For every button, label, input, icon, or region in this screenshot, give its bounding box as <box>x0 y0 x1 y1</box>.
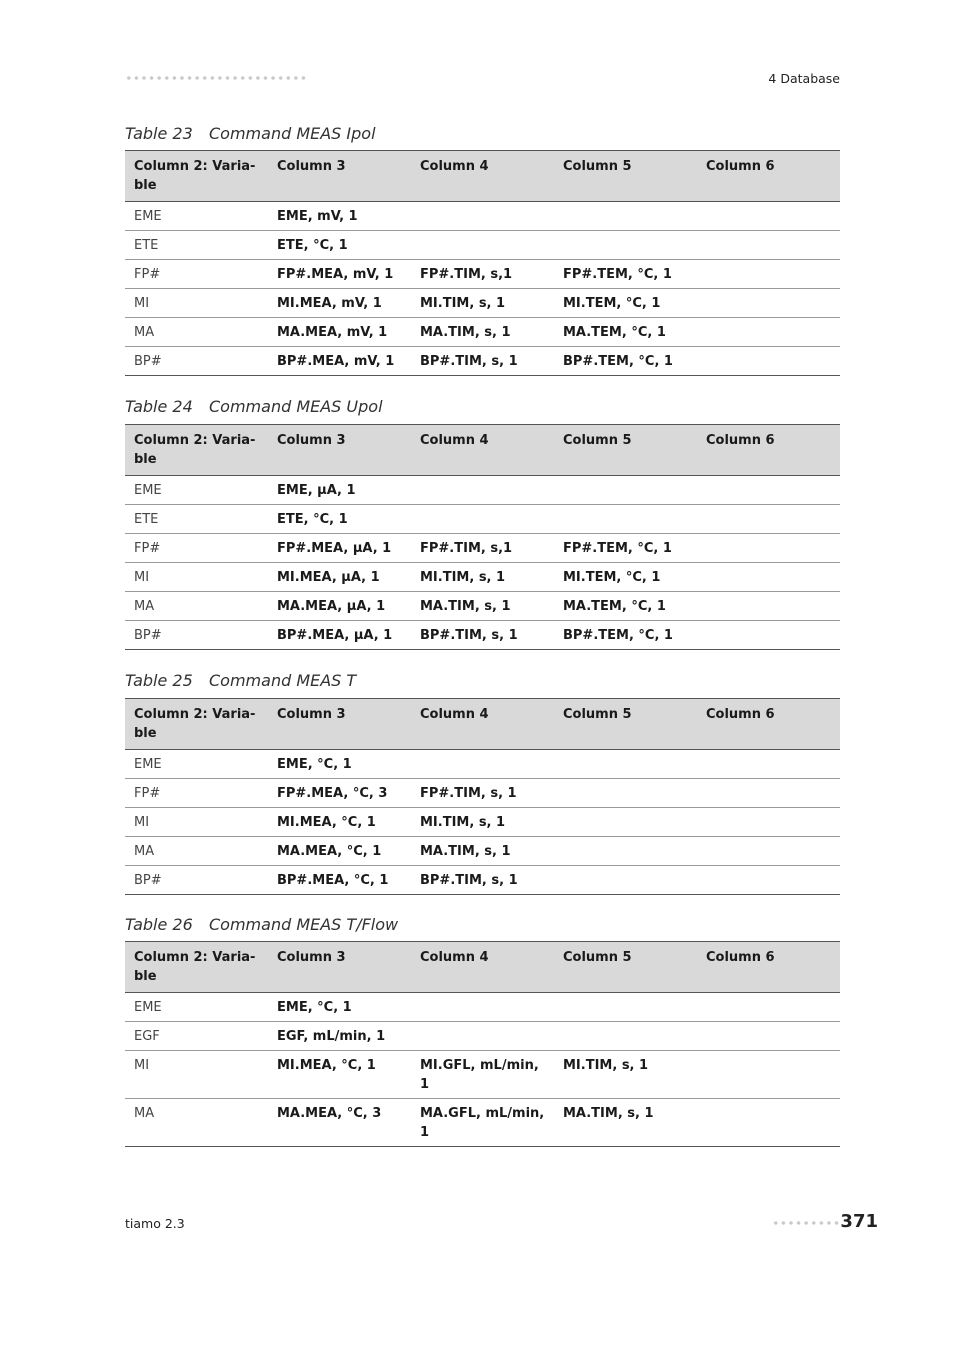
variable-cell: ETE <box>125 505 268 534</box>
value-cell: MI.TIM, s, 1 <box>411 808 554 837</box>
table-row <box>125 534 840 563</box>
value-cell <box>697 621 840 650</box>
value-cell <box>554 505 697 534</box>
value-cell <box>697 563 840 592</box>
value-cell: MA.TIM, s, 1 <box>411 837 554 866</box>
variable-cell: EME <box>125 202 268 231</box>
value-cell: BP#.MEA, µA, 1 <box>268 621 411 650</box>
value-cell <box>697 505 840 534</box>
column-header: Column 5 <box>563 707 632 722</box>
value-cell <box>697 260 840 289</box>
value-cell <box>411 750 554 779</box>
value-cell: BP#.TEM, °C, 1 <box>554 347 697 376</box>
column-header: Column 6 <box>706 707 775 722</box>
value-cell <box>697 592 840 621</box>
column-header: Column 5 <box>563 159 632 174</box>
value-cell: EGF, mL/min, 1 <box>268 1022 411 1051</box>
value-cell <box>697 993 840 1022</box>
value-cell <box>554 202 697 231</box>
value-cell <box>697 318 840 347</box>
variable-cell: EME <box>125 750 268 779</box>
value-cell <box>697 808 840 837</box>
value-cell: BP#.TIM, s, 1 <box>411 621 554 650</box>
value-cell: MA.MEA, °C, 3 <box>268 1099 411 1147</box>
value-cell: MI.TEM, °C, 1 <box>554 563 697 592</box>
table-row <box>125 289 840 318</box>
variable-cell: MI <box>125 289 268 318</box>
data-table <box>125 150 840 376</box>
value-cell: FP#.TEM, °C, 1 <box>554 534 697 563</box>
value-cell: MA.TEM, °C, 1 <box>554 318 697 347</box>
value-cell <box>411 231 554 260</box>
variable-cell: BP# <box>125 347 268 376</box>
value-cell: FP#.MEA, °C, 3 <box>268 779 411 808</box>
value-cell <box>554 837 697 866</box>
column-header: Column 3 <box>277 707 346 722</box>
table-caption <box>125 397 383 416</box>
column-header: Column 4 <box>420 159 489 174</box>
table-row <box>125 779 840 808</box>
variable-cell: EME <box>125 476 268 505</box>
table-row <box>125 231 840 260</box>
value-cell: MA.MEA, °C, 1 <box>268 837 411 866</box>
column-header: Column 2: Varia- ble <box>134 707 256 741</box>
column-header: Column 4 <box>420 950 489 965</box>
table-row <box>125 592 840 621</box>
value-cell: MA.TIM, s, 1 <box>411 318 554 347</box>
value-cell <box>411 1022 554 1051</box>
variable-cell: EGF <box>125 1022 268 1051</box>
value-cell: MA.TIM, s, 1 <box>411 592 554 621</box>
value-cell <box>554 231 697 260</box>
column-header: Column 5 <box>563 433 632 448</box>
variable-cell: BP# <box>125 866 268 895</box>
column-header: Column 3 <box>277 433 346 448</box>
table-number: Table 24 <box>125 397 193 416</box>
table-caption <box>125 124 376 143</box>
variable-cell: MA <box>125 837 268 866</box>
data-table <box>125 698 840 895</box>
table-row <box>125 808 840 837</box>
value-cell: FP#.TIM, s,1 <box>411 534 554 563</box>
value-cell: MI.MEA, µA, 1 <box>268 563 411 592</box>
value-cell: MI.TIM, s, 1 <box>411 289 554 318</box>
table-row <box>125 837 840 866</box>
table-row <box>125 1022 840 1051</box>
table-row <box>125 1099 840 1147</box>
value-cell: FP#.MEA, mV, 1 <box>268 260 411 289</box>
table-caption <box>125 915 398 934</box>
variable-cell: MA <box>125 592 268 621</box>
table-row <box>125 318 840 347</box>
value-cell: MI.TEM, °C, 1 <box>554 289 697 318</box>
table-number: Table 26 <box>125 915 193 934</box>
value-cell: BP#.TIM, s, 1 <box>411 347 554 376</box>
value-cell: MA.TEM, °C, 1 <box>554 592 697 621</box>
value-cell <box>697 1022 840 1051</box>
table-row <box>125 866 840 895</box>
header-dots-decoration <box>125 74 307 82</box>
value-cell: EME, °C, 1 <box>268 993 411 1022</box>
variable-cell: FP# <box>125 260 268 289</box>
table-header-row <box>125 699 840 750</box>
column-header: Column 6 <box>706 433 775 448</box>
column-header: Column 3 <box>277 159 346 174</box>
value-cell <box>554 750 697 779</box>
table-row <box>125 347 840 376</box>
value-cell: BP#.MEA, °C, 1 <box>268 866 411 895</box>
table-row <box>125 993 840 1022</box>
value-cell: FP#.TIM, s,1 <box>411 260 554 289</box>
value-cell <box>554 808 697 837</box>
value-cell <box>697 837 840 866</box>
table-title: Command MEAS Ipol <box>209 124 376 143</box>
table-title: Command MEAS T/Flow <box>209 915 399 934</box>
table-row <box>125 476 840 505</box>
table-row <box>125 621 840 650</box>
page-number: 371 <box>840 1211 878 1232</box>
table-header-row <box>125 151 840 202</box>
value-cell: EME, µA, 1 <box>268 476 411 505</box>
value-cell <box>554 866 697 895</box>
data-table <box>125 424 840 650</box>
value-cell <box>554 779 697 808</box>
variable-cell: MI <box>125 808 268 837</box>
value-cell <box>697 1051 840 1099</box>
column-header: Column 5 <box>563 950 632 965</box>
variable-cell: MA <box>125 1099 268 1147</box>
value-cell: MI.MEA, °C, 1 <box>268 808 411 837</box>
value-cell <box>697 534 840 563</box>
table-number: Table 23 <box>125 124 193 143</box>
value-cell: EME, °C, 1 <box>268 750 411 779</box>
table-number: Table 25 <box>125 671 193 690</box>
value-cell: MA.MEA, µA, 1 <box>268 592 411 621</box>
value-cell <box>411 505 554 534</box>
value-cell: FP#.TIM, s, 1 <box>411 779 554 808</box>
value-cell <box>411 202 554 231</box>
value-cell: BP#.TEM, °C, 1 <box>554 621 697 650</box>
variable-cell: MI <box>125 563 268 592</box>
value-cell: ETE, °C, 1 <box>268 231 411 260</box>
value-cell <box>554 993 697 1022</box>
table-header-row <box>125 942 840 993</box>
table-title: Command MEAS Upol <box>209 397 383 416</box>
value-cell <box>697 476 840 505</box>
column-header: Column 6 <box>706 159 775 174</box>
value-cell: MA.TIM, s, 1 <box>554 1099 697 1147</box>
table-header-row <box>125 425 840 476</box>
table-row <box>125 202 840 231</box>
variable-cell: MI <box>125 1051 268 1099</box>
value-cell: MA.MEA, mV, 1 <box>268 318 411 347</box>
value-cell: FP#.TEM, °C, 1 <box>554 260 697 289</box>
value-cell: BP#.MEA, mV, 1 <box>268 347 411 376</box>
variable-cell: FP# <box>125 779 268 808</box>
value-cell <box>554 1022 697 1051</box>
table-title: Command MEAS T <box>209 671 357 690</box>
value-cell: MI.MEA, °C, 1 <box>268 1051 411 1099</box>
column-header: Column 3 <box>277 950 346 965</box>
header-section-title: 4 Database <box>768 71 840 86</box>
table-caption <box>125 671 356 690</box>
value-cell: MI.TIM, s, 1 <box>411 563 554 592</box>
value-cell <box>697 347 840 376</box>
value-cell: MA.GFL, mL/min, 1 <box>411 1099 554 1147</box>
value-cell <box>411 993 554 1022</box>
column-header: Column 6 <box>706 950 775 965</box>
value-cell <box>697 1099 840 1147</box>
value-cell <box>697 866 840 895</box>
column-header: Column 2: Varia- ble <box>134 159 256 193</box>
table-row <box>125 1051 840 1099</box>
value-cell: MI.MEA, mV, 1 <box>268 289 411 318</box>
data-table <box>125 941 840 1147</box>
value-cell <box>411 476 554 505</box>
value-cell <box>697 750 840 779</box>
value-cell <box>554 476 697 505</box>
value-cell: FP#.MEA, µA, 1 <box>268 534 411 563</box>
variable-cell: MA <box>125 318 268 347</box>
variable-cell: FP# <box>125 534 268 563</box>
footer-product: tiamo 2.3 <box>125 1216 185 1231</box>
table-row <box>125 260 840 289</box>
value-cell: BP#.TIM, s, 1 <box>411 866 554 895</box>
table-row <box>125 750 840 779</box>
column-header: Column 4 <box>420 433 489 448</box>
value-cell <box>697 202 840 231</box>
value-cell: MI.GFL, mL/min, 1 <box>411 1051 554 1099</box>
table-row <box>125 563 840 592</box>
table-row <box>125 505 840 534</box>
value-cell <box>697 779 840 808</box>
variable-cell: ETE <box>125 231 268 260</box>
value-cell: EME, mV, 1 <box>268 202 411 231</box>
column-header: Column 2: Varia- ble <box>134 950 256 984</box>
value-cell: MI.TIM, s, 1 <box>554 1051 697 1099</box>
value-cell: ETE, °C, 1 <box>268 505 411 534</box>
value-cell <box>697 289 840 318</box>
variable-cell: BP# <box>125 621 268 650</box>
footer-dots-decoration <box>772 1219 840 1227</box>
column-header: Column 4 <box>420 707 489 722</box>
variable-cell: EME <box>125 993 268 1022</box>
column-header: Column 2: Varia- ble <box>134 433 256 467</box>
value-cell <box>697 231 840 260</box>
